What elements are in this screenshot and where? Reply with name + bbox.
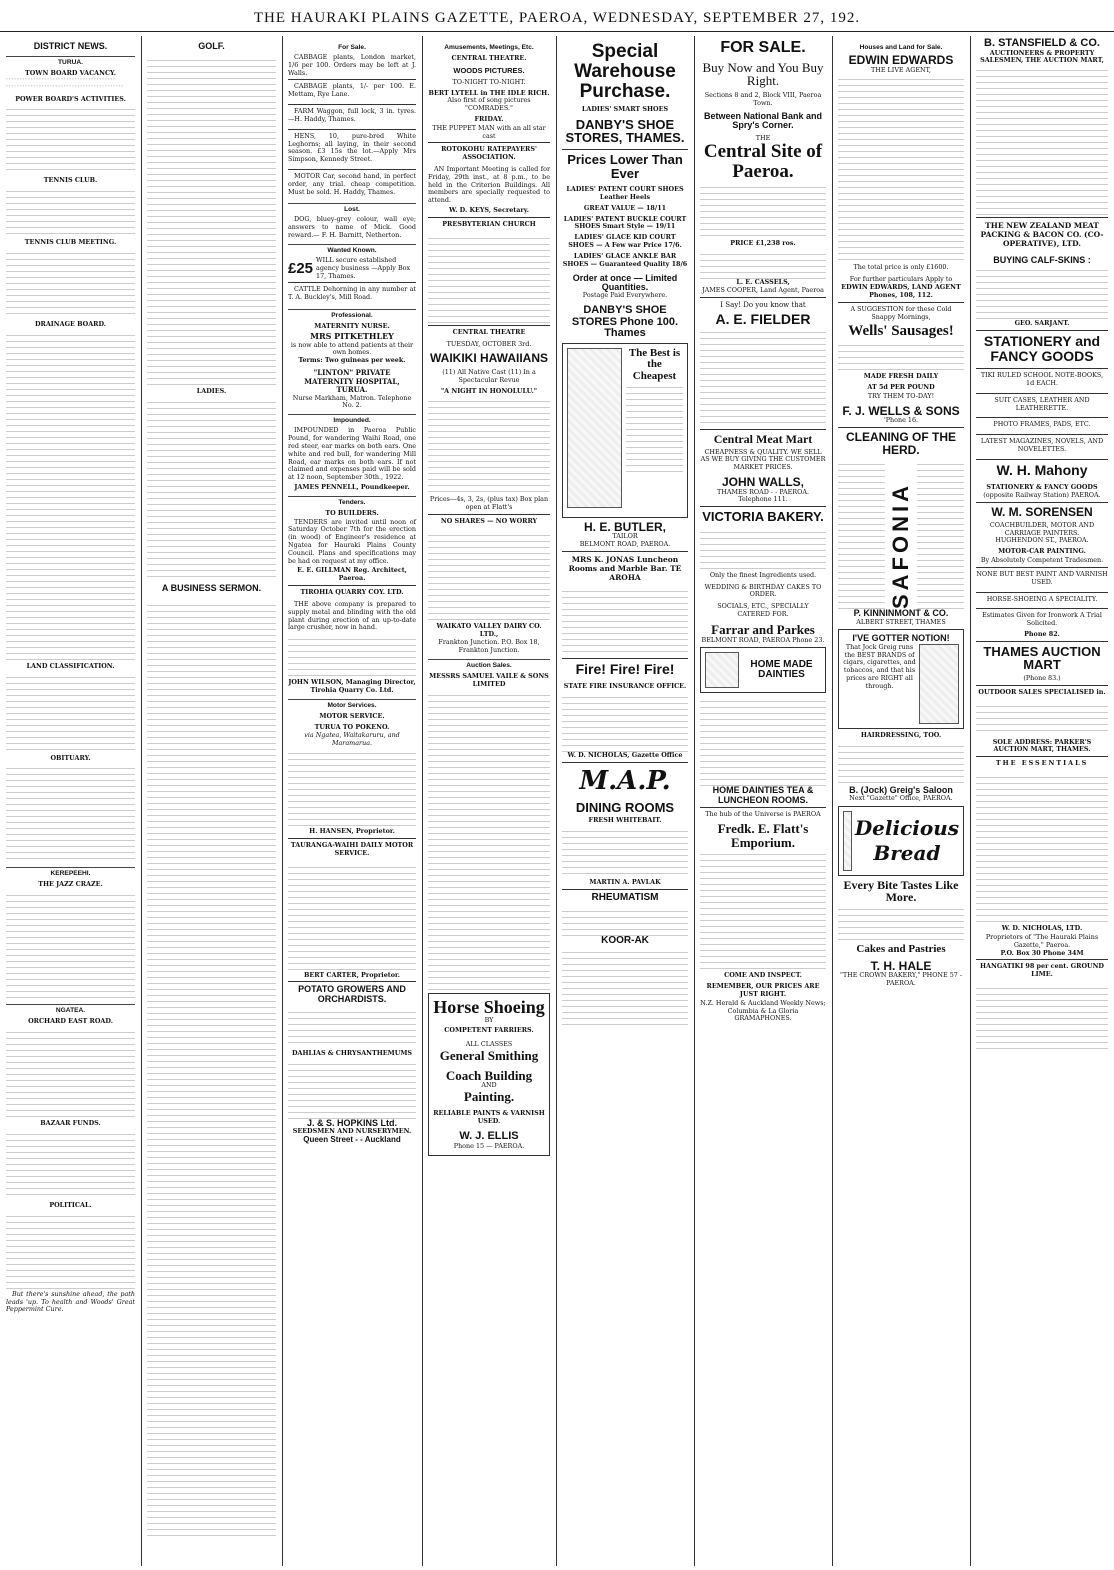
hangatiki: HANGATIKI 98 per cent. GROUND LIME. — [976, 959, 1108, 982]
price-per-pound: AT 5d PER POUND — [867, 382, 935, 391]
by: BY — [484, 1015, 494, 1024]
stationery: STATIONERY and FANCY GOODS — [976, 330, 1108, 366]
article-text — [976, 265, 1108, 320]
cooper: JAMES COOPER, Land Agent, Paeroa — [702, 285, 824, 294]
column-houses — [834, 36, 968, 1566]
cassels: L. E. CASSELS, — [736, 278, 790, 287]
article-text: ﾟﾟﾟﾟﾟﾟﾟﾟﾟﾟﾟﾟﾟﾟﾟﾟﾟﾟﾟﾟﾟﾟﾟﾟﾟﾟﾟﾟﾟﾟﾟﾟﾟﾟﾟﾟﾟﾟﾟﾟ ﾟﾟﾟﾟﾟﾟﾟﾟﾟﾟﾟﾟﾟﾟﾟﾟﾟﾟﾟﾟﾟﾟﾟﾟﾟﾟﾟﾟﾟﾟﾟﾟﾟﾟﾟﾟﾟﾟﾟﾟﾟﾟﾟ — [6, 78, 125, 92]
heading-lost: Lost. — [288, 203, 416, 214]
farriers: COMPETENT FARRIERS. — [444, 1026, 534, 1035]
try-today: TRY THEM TO-DAY! — [867, 391, 935, 400]
gazette-office: Next "Gazette" Office, PAEROA. — [849, 794, 953, 803]
greig-text: That Jock Greig runs the BEST BRANDS of cigars, cigarettes, and tobaccos, and that his prices are RIGHT all through. — [843, 642, 916, 690]
best-cheapest: The Best is the Cheapest — [628, 346, 681, 382]
article-text — [838, 904, 964, 944]
heading-motor-service: MOTOR SERVICE. — [319, 711, 385, 720]
reliable: RELIABLE PAINTS & VARNISH USED. — [433, 1108, 545, 1125]
ratepayers: ROTOKOHU RATEPAYERS' ASSOCIATION. — [428, 142, 550, 165]
heading-town-board: TOWN BOARD VACANCY. — [24, 69, 117, 77]
heading-ngatea: NGATEA. — [6, 1004, 135, 1015]
walls-address: THAMES ROAD - - PAEROA. Telephone 111. — [717, 487, 809, 504]
opposite: (opposite Railway Station) PAEROA. — [983, 491, 1101, 500]
article-text — [288, 634, 416, 679]
column-classifieds — [284, 36, 420, 1566]
horse-shoeing: HORSE-SHOEING A SPECIALITY. — [976, 592, 1108, 607]
feature: BERT LYTELL in THE IDLE RICH. — [428, 88, 550, 97]
wells-sausages: Wells' Sausages! — [848, 323, 954, 340]
sections: Sections 8 and 2, Block VIII, Paeroa Town. — [704, 91, 822, 107]
secretary: W. D. KEYS, Secretary. — [449, 206, 529, 215]
edwards-contact: EDWIN EDWARDS, LAND AGENT Phones, 108, 112. — [841, 283, 961, 299]
heading-potato: POTATO GROWERS AND ORCHARDISTS. — [288, 981, 416, 1007]
phone16: 'Phone 16. — [883, 416, 919, 425]
article-text — [917, 459, 964, 609]
prices: Prices—4s, 3, 2s, (plus tax) Box plan open at Flatt's — [429, 495, 549, 512]
albert-street: ALBERT STREET, THAMES — [856, 617, 946, 626]
article-text — [562, 692, 688, 752]
article-text — [700, 249, 826, 279]
tiki: TIKI RULED SCHOOL NOTE-BOOKS, 1d EACH. — [976, 368, 1108, 391]
article-text — [6, 330, 135, 660]
agency-amount: £25 — [288, 259, 314, 277]
for-sale: FOR SALE. — [720, 39, 806, 56]
article-text — [147, 397, 276, 577]
wedding: WEDDING & BIRTHDAY CAKES TO ORDER. — [704, 582, 822, 599]
article-text — [6, 1129, 135, 1199]
heading-impounded: Impounded. — [288, 414, 416, 425]
section-title: DISTRICT NEWS. — [33, 41, 108, 51]
classes: ALL CLASSES — [465, 1040, 513, 1049]
every-bite: Every Bite Tastes Like More. — [843, 877, 959, 905]
suitcases: SUIT CASES, LEATHER AND LEATHERETTE. — [976, 393, 1108, 416]
i-say: I Say! Do you know that — [700, 297, 826, 313]
postage: Postage Paid Everywhere. — [582, 291, 668, 300]
tender-text: TENDERS are invited until noon of Saturday October 7th for the erection (in wood) of Engineer's residence at Ngatea for Hauraki Plains County Council. Plans and specifications may be had on request at my office. — [288, 517, 416, 565]
article-text — [428, 396, 550, 496]
article-text — [562, 826, 688, 876]
coachbuilder: COACHBUILDER, MOTOR AND CARRIAGE PAINTERS. — [989, 520, 1095, 537]
proprietor: H. HANSEN, Proprietor. — [309, 827, 395, 836]
cook-illustration — [705, 652, 739, 688]
jonas: MRS K. JONAS Luncheon Rooms and Marble Bar. TE AROHA — [562, 551, 688, 585]
delicious-bread: Delicious Bread — [854, 816, 959, 865]
article-text — [428, 233, 550, 323]
mahony: W. H. Mahony — [976, 459, 1108, 481]
column-amusements — [424, 36, 554, 1566]
sole-address: SOLE ADDRESS: PARKER'S AUCTION MART, THAMES. — [992, 737, 1092, 754]
walls: JOHN WALLS, — [721, 474, 804, 489]
estimates: Estimates Given for Ironwork A Trial Solicited. — [976, 608, 1108, 631]
coach-building: Coach Building — [445, 1067, 533, 1083]
article-text — [6, 672, 135, 752]
dahlias: DAHLIAS & CHRYSANTHEMUMS — [291, 1049, 413, 1058]
article-text — [6, 1211, 135, 1291]
flatt: Fredk. E. Flatt's Emporium. — [717, 821, 809, 850]
ellis: W. J. ELLIS — [459, 1130, 519, 1143]
horse-shoeing: Horse Shoeing — [433, 996, 545, 1017]
presbyterian: PRESBYTERIAN CHURCH — [428, 217, 550, 232]
heading-tauranga: TAURANGA-WAIHI DAILY MOTOR SERVICE. — [288, 838, 416, 861]
stansfield: B. STANSFIELD & CO. — [984, 37, 1100, 49]
article-text — [6, 890, 135, 1000]
buckle: LADIES' PATENT BUCKLE COURT SHOES Smart Style — 19/11 — [563, 214, 687, 231]
waikato-dairy: WAIKATO VALLEY DAIRY CO. LTD., — [436, 621, 542, 638]
frankton: Frankton Junction. P.O. Box 18, Frankton Junction. — [438, 638, 540, 655]
article-text — [838, 74, 964, 264]
order-now: Order at once — Limited Quantities. — [572, 272, 678, 292]
great-value: GREAT VALUE — 18/11 — [583, 203, 667, 212]
heading-tennis-meeting: TENNIS CLUB MEETING. — [24, 238, 117, 247]
danby-phone: DANBY'S SHOE STORES Phone 100. Thames — [571, 304, 679, 340]
hairdressing: HAIRDRESSING, TOO. — [860, 730, 942, 739]
heading-tirohia: TIROHIA QUARRY COY. LTD. — [288, 585, 416, 600]
heading-houses: Houses and Land for Sale. — [859, 44, 943, 51]
column-for-sale — [696, 36, 830, 1566]
column-golf — [143, 36, 280, 1566]
seedsmen: SEEDSMEN AND NURSERYMEN. — [292, 1127, 412, 1136]
the: THE — [755, 133, 771, 142]
phone83: (Phone 83.) — [1023, 674, 1061, 683]
article-text — [562, 947, 688, 1027]
ad-farm-waggon: FARM Waggon, full lock, 3 in. tyres.—H. Haddy, Thames. — [288, 104, 416, 127]
tirohia-director: JOHN WILSON, Managing Director, Tirohia Quarry Co. Ltd. — [288, 678, 416, 694]
dining-rooms: DINING ROOMS — [575, 799, 675, 815]
article-text — [562, 586, 688, 656]
article-text — [288, 748, 416, 828]
danby: DANBY'S SHOE STORES, THAMES. — [565, 116, 685, 146]
sorensen: W. M. SORENSEN — [976, 502, 1108, 522]
tonight: TO-NIGHT TO-NIGHT. — [452, 77, 526, 86]
column-rule — [970, 36, 971, 1566]
article-text — [838, 741, 964, 786]
suggestion: A SUGGESTION for these Cold Snappy Mornings, — [838, 302, 964, 325]
heading-amusements: Amusements, Meetings, Etc. — [444, 44, 534, 51]
article-text — [838, 459, 885, 609]
safonia: SAFONIA — [887, 482, 913, 610]
kinninmont: P. KINNINMONT & CO. — [853, 608, 949, 619]
ladies-shoes: LADIES' SMART SHOES — [581, 104, 669, 113]
hopkins: J. & S. HOPKINS Ltd. — [306, 1118, 397, 1128]
heading-golf: GOLF. — [198, 41, 225, 51]
heading-kerepeehi: KEREPEEHI. — [6, 867, 135, 878]
article-text — [147, 55, 276, 385]
heading-auction: Auction Sales. — [428, 659, 550, 670]
ad-greig — [838, 629, 964, 728]
herald: N.Z. Herald & Auckland Weekly News; Columbia & La Gloria GRAMAPHONES. — [700, 998, 826, 1023]
cheapness: CHEAPNESS & QUALITY. WE SELL AS WE BUY GIVING THE CUSTOMER MARKET PRICES. — [700, 447, 826, 472]
come-inspect: COME AND INSPECT. — [724, 971, 802, 980]
ad-cattle: CATTLE Dehorning in any number at T. A. Buckley's, Mill Road. — [288, 282, 416, 305]
no-shares: NO SHARES — NO WORRY — [428, 514, 550, 529]
impound-notice: IMPOUNDED in Paeroa Public Pound, for wandering Waihi Road, one red steer, ear marks on both ears. One white and red bull, for wandering Mill Road, ear marks on both ears. If not claimed and expenses paid will be sold at 12 noon, September 30th., 1922. — [288, 426, 416, 482]
comrades: Also first of song pictures "COMRADES." — [447, 96, 531, 113]
chef-illustration — [843, 811, 852, 871]
outdoor-sales: OUTDOOR SALES SPECIALISED in. — [976, 685, 1108, 700]
article-text — [626, 382, 683, 472]
heading-political: POLITICAL. — [49, 1200, 92, 1209]
farrar-address: BELMONT ROAD, PAEROA Phone 23. — [701, 635, 825, 644]
central-theatre: CENTRAL THEATRE — [428, 325, 550, 340]
tirohia-text: THE above company is prepared to supply metal and blinding with the old plant during erection of an up-to-date large crusher, now in hand. — [288, 599, 416, 632]
heading-tennis: TENNIS CLUB. — [43, 176, 98, 185]
live-agent: THE LIVE AGENT, — [871, 65, 931, 74]
agency-text: WILL secure established agency business —Apply Box 17, Thames. — [316, 255, 411, 280]
ad-cabbage: CABBAGE plants, 1/- per 100. E. Mettam, Rye Lane. — [288, 79, 416, 102]
prices-right: REMEMBER, OUR PRICES ARE JUST RIGHT. — [706, 982, 820, 998]
waikiki-sub: (11) All Native Cast (11) In a Spectacular Revue — [442, 367, 536, 384]
magazines: LATEST MAGAZINES, NOVELS, AND NOVELETTES. — [976, 434, 1108, 457]
proprietors: Proprietors of "The Hauraki Plains Gazette," Paeroa. — [985, 932, 1099, 949]
tailor: TAILOR — [612, 532, 638, 541]
ad-cabbage: CABBAGE plants, London market, 1/6 per 100. Orders may be left at J. Walls. — [288, 53, 416, 77]
court-shoes: LADIES' PATENT COURT SHOES Leather Heels — [566, 185, 684, 201]
mahony-sub: STATIONERY & FANCY GOODS — [986, 482, 1098, 491]
heading-professional: Professional. — [288, 309, 416, 320]
article-text — [288, 862, 416, 972]
ellis-phone: Phone 15 — PAEROA. — [453, 1141, 525, 1150]
competent: By Absolutely Competent Tradesmen. — [980, 556, 1104, 565]
glace-kid: LADIES' GLACE KID COURT SHOES — A Few war Price 17/6. — [568, 233, 682, 250]
heading-land-class: LAND CLASSIFICATION. — [26, 661, 115, 670]
dainties-tea: HOME DAINTIES TEA & LUNCHEON ROOMS. — [712, 785, 814, 805]
article-text — [288, 1059, 416, 1119]
article-text — [6, 1027, 135, 1117]
column-district-news — [2, 36, 139, 1566]
heading-orchard: ORCHARD EAST ROAD. — [28, 1017, 113, 1026]
nicholas-ltd: W. D. NICHOLAS, LTD. — [1001, 924, 1083, 933]
meat-packing: THE NEW ZEALAND MEAT PACKING & BACON CO. (CO-OPERATIVE), LTD. — [976, 217, 1108, 251]
ad-agency — [288, 257, 416, 280]
heading-jazz: THE JAZZ CRAZE. — [38, 880, 103, 889]
article-text — [147, 600, 276, 1540]
heading-tenders: Tenders. — [288, 496, 416, 507]
ad-dainties — [700, 647, 826, 693]
painting: Painting. — [463, 1089, 515, 1105]
column-rule — [832, 36, 833, 1566]
total-price: The total price is only £1600. — [853, 263, 949, 272]
cakes: Cakes and Pastries — [856, 943, 946, 956]
article-text — [976, 772, 1108, 922]
ad-hens: HENS, 10, pure-bred White Leghorns; all laying, in their second season. £3 15s the lot.—Apply Mrs Simpson, Kennedy Street. — [288, 129, 416, 167]
rheumatism: RHEUMATISM — [562, 889, 688, 907]
article-text — [976, 65, 1108, 215]
koorak: KOOR-AK — [601, 935, 649, 947]
sarjant: GEO. SARJANT. — [1014, 319, 1070, 328]
column-danby — [558, 36, 692, 1566]
pavlak: MARTIN A. PAVLAK — [589, 877, 661, 886]
article-text — [288, 1007, 416, 1047]
edwards: EDWIN EDWARDS — [848, 53, 954, 68]
photo-frames: PHOTO FRAMES, PADS, ETC. — [976, 417, 1108, 432]
ad-safonia — [838, 459, 964, 609]
meeting-notice: AN Important Meeting is called for Friday, 29th inst., at 8 p.m., to be held in the Criterion Buildings. All members are specially requested to attend. — [428, 165, 550, 205]
notion: I'VE GOTTER NOTION! — [852, 633, 950, 644]
article-text — [976, 701, 1108, 736]
heading-drainage: DRAINAGE BOARD. — [34, 320, 107, 328]
route-via: via Ngatea, Waitakaruru, and Maramarua. — [304, 731, 400, 748]
calf-skins: BUYING CALF-SKINS : — [993, 254, 1091, 265]
site-price: PRICE £1,238 ros. — [730, 239, 796, 248]
heading-maternity: MATERNITY NURSE. — [314, 322, 390, 330]
state-fire: STATE FIRE INSURANCE OFFICE. — [563, 682, 687, 691]
fielder: A. E. FIELDER — [715, 311, 811, 328]
finest: Only the finest Ingredients used. — [709, 570, 817, 579]
motor-painting: MOTOR-CAR PAINTING. — [998, 547, 1086, 556]
ad-motor-car: MOTOR Car, second hand, in perfect order, any trial. cheap competition. Must be sold. H. Haddy, Thames. — [288, 169, 416, 199]
article-text — [6, 248, 135, 318]
further: For further particulars Apply to — [849, 275, 953, 284]
and: AND — [481, 1081, 497, 1090]
greig-saloon: B. (Jock) Greig's Saloon — [849, 784, 953, 795]
dainties: HOME MADE DAINTIES — [750, 658, 813, 681]
article-text — [700, 849, 826, 969]
made-fresh: MADE FRESH DAILY — [863, 372, 939, 381]
closing-verse: But there's sunshine ahead, the path leads 'up. To health and Woods' Great Peppermint Cure. — [6, 1289, 135, 1314]
central-site: Central Site of Paeroa. — [703, 141, 823, 183]
heading-sermon: A BUSINESS SERMON. — [161, 582, 262, 593]
heading-turua: TURUA. — [6, 56, 135, 67]
honolulu: "A NIGHT IN HONOLULU." — [440, 386, 538, 395]
linton-hospital: "LINTON" PRIVATE MATERNITY HOSPITAL, TURUA. — [304, 368, 400, 395]
hale: T. H. HALE — [870, 958, 932, 973]
date: TUESDAY, OCTOBER 3rd. — [446, 339, 532, 348]
masthead: THE HAURAKI PLAINS GAZETTE, PAEROA, WEDNESDAY, SEPTEMBER 27, 192. — [0, 0, 1114, 32]
linton-nurse: Nurse Markham, Matron. Telephone No. 2. — [292, 393, 412, 410]
ad-dog: DOG, bluey-grey colour, wall eye; answers to name of Mick. Good reward.— F. H. Barnitt, Netherton. — [288, 215, 416, 240]
column-stansfield — [972, 36, 1112, 1566]
article-text — [700, 527, 826, 572]
victoria-bakery: VICTORIA BAKERY. — [700, 506, 826, 527]
column-rule — [556, 36, 557, 1566]
best-paint: NONE BUT BEST PAINT AND VARNISH USED. — [976, 567, 1108, 590]
nurse-text: is now able to attend patients at their own homes. — [290, 340, 414, 357]
buy-now: Buy Now and You Buy Right. — [702, 59, 824, 89]
lower-prices: Prices Lower Than Ever — [562, 149, 688, 183]
article-text — [6, 186, 135, 236]
crown-bakery: "THE CROWN BAKERY," PHONE 57 - PAEROA. — [839, 971, 963, 987]
thames-auction: THAMES AUCTION MART — [976, 641, 1108, 675]
article-text — [700, 327, 826, 427]
proprietor: BERT CARTER, Proprietor. — [303, 970, 401, 979]
special-warehouse: Special Warehouse Purchase. — [574, 41, 676, 102]
cleaning-herd: CLEANING OF THE HERD. — [838, 427, 964, 459]
nurse-terms: Terms: Two guineas per week. — [298, 356, 406, 365]
map-logo: M.A.P. — [562, 762, 688, 801]
whitebait: FRESH WHITEBAIT. — [588, 816, 662, 825]
between-banks: Between National Bank and Spry's Corner. — [703, 110, 823, 131]
socials: SOCIALS, ETC., SPECIALLY CATERED FOR. — [717, 602, 809, 619]
architect: E. E. GILLMAN Reg. Architect, Paeroa. — [297, 566, 407, 583]
article-text — [562, 906, 688, 936]
column-rule — [694, 36, 695, 1566]
article-text — [976, 983, 1108, 1053]
nicholas: W. D. NICHOLAS, Gazette Office — [567, 750, 683, 759]
farrar: Farrar and Parkes — [711, 621, 815, 637]
nurse-name: MRS PITKETHLEY — [310, 330, 394, 341]
column-rule — [422, 36, 423, 1566]
column-rule — [141, 36, 142, 1566]
phone82: Phone 82. — [1024, 629, 1060, 638]
ad-horse-shoeing — [428, 993, 550, 1156]
fire: Fire! Fire! Fire! — [562, 658, 688, 680]
box-phone: P.O. Box 30 Phone 34M — [1000, 948, 1084, 957]
friday: FRIDAY. — [474, 114, 504, 123]
article-text — [428, 530, 550, 620]
article-text — [838, 340, 964, 370]
puppet-man: THE PUPPET MAN with an all star cast — [432, 123, 546, 140]
poundkeeper: JAMES PENNELL, Poundkeeper. — [294, 482, 410, 491]
butler: H. E. BUTLER, — [583, 519, 666, 534]
heading-bazaar: BAZAAR FUNDS. — [40, 1119, 101, 1128]
queen-street: Queen Street - - Auckland — [303, 1135, 401, 1145]
hub: The hub of the Universe is PAEROA — [700, 807, 826, 822]
general-smithing: General Smithing — [439, 1048, 539, 1064]
ad-bread — [838, 806, 964, 876]
heading-for-sale: For Sale. — [338, 44, 366, 51]
article-text — [428, 690, 550, 990]
tailor-figure-illustration — [567, 348, 622, 508]
meat-mart: Central Meat Mart — [700, 429, 826, 449]
article-text — [700, 182, 826, 237]
vaile: MESSRS SAMUEL VAILE & SONS LIMITED — [429, 672, 549, 688]
ankle-bar: LADIES' GLACE ANKLE BAR SHOES — Guaranteed Quality 18/6 — [562, 251, 688, 268]
heading-motor-services: Motor Services. — [288, 699, 416, 710]
smoker-illustration — [919, 644, 959, 724]
route: TURUA TO POKENO. — [314, 722, 390, 731]
ad-butler — [562, 343, 688, 518]
waikiki: WAIKIKI HAWAIIANS — [429, 351, 548, 366]
heading-wanted: Wanted Known. — [288, 244, 416, 255]
wells-sons: F. J. WELLS & SONS — [842, 403, 960, 418]
article-text — [6, 104, 135, 174]
belmont: BELMONT ROAD, PAEROA. — [579, 540, 671, 549]
heading-obituary: OBITUARY. — [50, 753, 91, 762]
heading-power-board: POWER BOARD'S ACTIVITIES. — [15, 94, 126, 103]
article-text — [700, 696, 826, 786]
heading-ladies: LADIES. — [196, 386, 227, 395]
essentials: THE ESSENTIALS — [976, 756, 1108, 771]
heading-builders: TO BUILDERS. — [325, 508, 379, 517]
central-theatre: CENTRAL THEATRE. — [451, 54, 527, 63]
woods-pictures: WOODS PICTURES. — [453, 65, 525, 75]
auctioneers: AUCTIONEERS & PROPERTY SALESMEN, THE AUCTION MART, — [980, 48, 1104, 65]
column-rule — [282, 36, 283, 1566]
article-text — [6, 763, 135, 863]
hughenden: HUGHENDON ST., PAEROA. — [995, 536, 1089, 545]
